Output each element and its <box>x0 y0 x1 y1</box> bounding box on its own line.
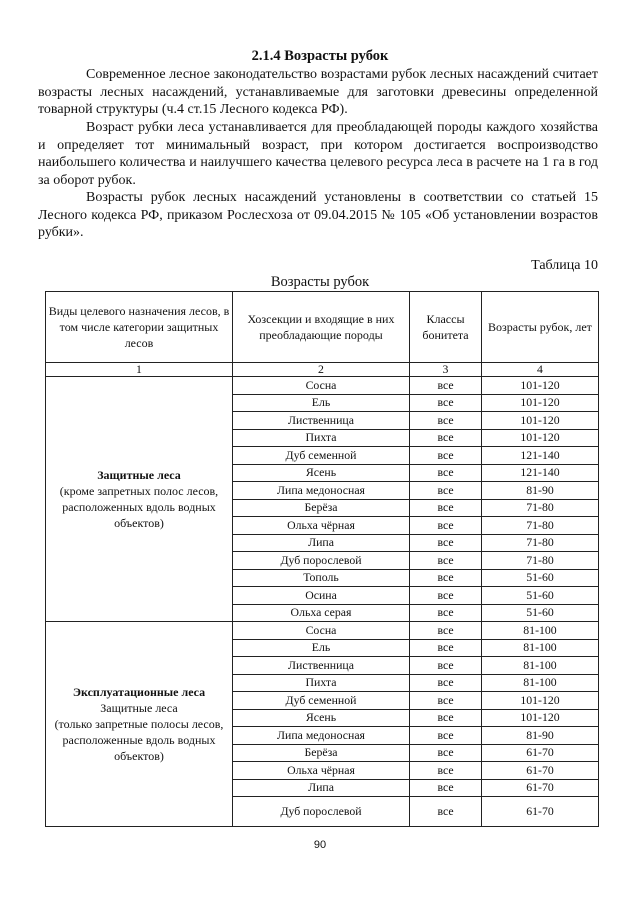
species-cell: Липа медоносная <box>233 727 410 745</box>
site-class-cell: все <box>410 692 482 710</box>
site-class-cell: все <box>410 657 482 675</box>
cutting-age-cell: 81-100 <box>482 622 599 640</box>
site-class-cell: все <box>410 552 482 570</box>
cutting-age-cell: 121-140 <box>482 447 599 465</box>
group-title: Эксплуатационные леса <box>72 685 206 699</box>
paragraph-3 <box>38 189 598 242</box>
paragraph-2 <box>38 119 598 189</box>
table-body <box>46 377 599 827</box>
site-class-cell: все <box>410 482 482 500</box>
cutting-age-cell: 101-120 <box>482 394 599 412</box>
site-class-cell: все <box>410 534 482 552</box>
species-cell: Осина <box>233 587 410 605</box>
site-class-cell: все <box>410 622 482 640</box>
site-class-cell: все <box>410 709 482 727</box>
species-cell: Берёза <box>233 744 410 762</box>
header-cutting-age: Возрасты рубок, лет <box>482 292 599 363</box>
cutting-age-cell: 71-80 <box>482 552 599 570</box>
site-class-cell: все <box>410 447 482 465</box>
site-class-cell: все <box>410 429 482 447</box>
group-cell <box>46 377 233 622</box>
species-cell: Дуб порослевой <box>233 552 410 570</box>
site-class-cell: все <box>410 744 482 762</box>
paragraph-1 <box>38 66 598 119</box>
cutting-age-cell: 61-70 <box>482 779 599 797</box>
species-cell: Лиственница <box>233 657 410 675</box>
group-subtitle: (кроме запретных полос лесов, расположенных вдоль водных объектов) <box>59 484 219 530</box>
species-cell: Ольха чёрная <box>233 517 410 535</box>
site-class-cell: все <box>410 412 482 430</box>
site-class-cell: все <box>410 569 482 587</box>
site-class-cell: все <box>410 762 482 780</box>
table-number-label: Таблица 10 <box>531 258 598 273</box>
species-cell: Ель <box>233 394 410 412</box>
header-species: Хозсекции и входящие в них преобладающие породы <box>233 292 410 363</box>
group-subtitle-line: Защитные леса <box>100 701 178 715</box>
cutting-age-table <box>45 291 599 827</box>
section-heading: 2.1.4 Возрасты рубок <box>251 48 389 64</box>
cutting-age-cell: 81-90 <box>482 482 599 500</box>
cutting-age-cell: 101-120 <box>482 412 599 430</box>
cutting-age-cell: 71-80 <box>482 499 599 517</box>
table-row <box>46 622 599 640</box>
header-site-class: Классы бонитета <box>410 292 482 363</box>
table-header-row <box>46 292 599 363</box>
species-cell: Тополь <box>233 569 410 587</box>
cutting-age-cell: 81-100 <box>482 657 599 675</box>
species-cell: Сосна <box>233 377 410 395</box>
paragraph-1-text: Современное лесное законодательство возрастами рубок лесных насаждений считает возрасты лесных насаждений, устанавливаемые для заготовки древесины определенной товарной структуры (ч.4 ст.15 Лесного кодекса РФ). <box>38 67 598 117</box>
species-cell: Дуб семенной <box>233 447 410 465</box>
cutting-age-cell: 101-120 <box>482 377 599 395</box>
cutting-age-cell: 51-60 <box>482 604 599 622</box>
cutting-age-cell: 51-60 <box>482 569 599 587</box>
species-cell: Липа медоносная <box>233 482 410 500</box>
table-row <box>46 377 599 395</box>
cutting-age-cell: 101-120 <box>482 429 599 447</box>
species-cell: Сосна <box>233 622 410 640</box>
cutting-age-cell: 71-80 <box>482 517 599 535</box>
site-class-cell: все <box>410 464 482 482</box>
site-class-cell: все <box>410 499 482 517</box>
group-title: Защитные леса <box>97 468 181 482</box>
cutting-age-cell: 61-70 <box>482 762 599 780</box>
cutting-age-cell: 51-60 <box>482 587 599 605</box>
species-cell: Лиственница <box>233 412 410 430</box>
species-cell: Ясень <box>233 709 410 727</box>
species-cell: Пихта <box>233 429 410 447</box>
site-class-cell: все <box>410 587 482 605</box>
cutting-age-cell: 61-70 <box>482 797 599 827</box>
site-class-cell: все <box>410 779 482 797</box>
cutting-age-cell: 121-140 <box>482 464 599 482</box>
paragraph-3-text: Возрасты рубок лесных насаждений установлены в соответствии со статьей 15 Лесного кодекса РФ, приказом Рослесхоза от 09.04.2015 № 105 «Об установлении возрастов рубки». <box>38 190 598 240</box>
header-purpose: Виды целевого назначения лесов, в том числе категории защитных лесов <box>46 292 233 363</box>
site-class-cell: все <box>410 727 482 745</box>
column-number: 1 <box>46 363 233 377</box>
cutting-age-cell: 71-80 <box>482 534 599 552</box>
species-cell: Берёза <box>233 499 410 517</box>
species-cell: Пихта <box>233 674 410 692</box>
cutting-age-cell: 61-70 <box>482 744 599 762</box>
site-class-cell: все <box>410 639 482 657</box>
species-cell: Ольха чёрная <box>233 762 410 780</box>
cutting-age-cell: 101-120 <box>482 709 599 727</box>
group-cell <box>46 622 233 827</box>
site-class-cell: все <box>410 604 482 622</box>
column-number: 2 <box>233 363 410 377</box>
cutting-age-cell: 101-120 <box>482 692 599 710</box>
site-class-cell: все <box>410 377 482 395</box>
site-class-cell: все <box>410 674 482 692</box>
species-cell: Дуб порослевой <box>233 797 410 827</box>
site-class-cell: все <box>410 394 482 412</box>
page-number: 90 <box>313 839 327 851</box>
column-number-row <box>46 363 599 377</box>
species-cell: Ясень <box>233 464 410 482</box>
cutting-age-cell: 81-100 <box>482 674 599 692</box>
species-cell: Ольха серая <box>233 604 410 622</box>
group-subtitle: (только запретные полосы лесов, расположенные вдоль водных объектов) <box>54 717 224 763</box>
cutting-age-cell: 81-90 <box>482 727 599 745</box>
site-class-cell: все <box>410 797 482 827</box>
species-cell: Дуб семенной <box>233 692 410 710</box>
column-number: 4 <box>482 363 599 377</box>
species-cell: Липа <box>233 534 410 552</box>
paragraph-2-text: Возраст рубки леса устанавливается для преобладающей породы каждого хозяйства и определяет тот минимальный возраст, при котором достигается воспроизводство наибольшего количества и наилучшего качества целевого ресурса леса в расчете на 1 га в год за оборот рубок. <box>38 120 598 188</box>
table-title: Возрасты рубок <box>270 274 370 290</box>
column-number: 3 <box>410 363 482 377</box>
cutting-age-cell: 81-100 <box>482 639 599 657</box>
species-cell: Липа <box>233 779 410 797</box>
species-cell: Ель <box>233 639 410 657</box>
site-class-cell: все <box>410 517 482 535</box>
